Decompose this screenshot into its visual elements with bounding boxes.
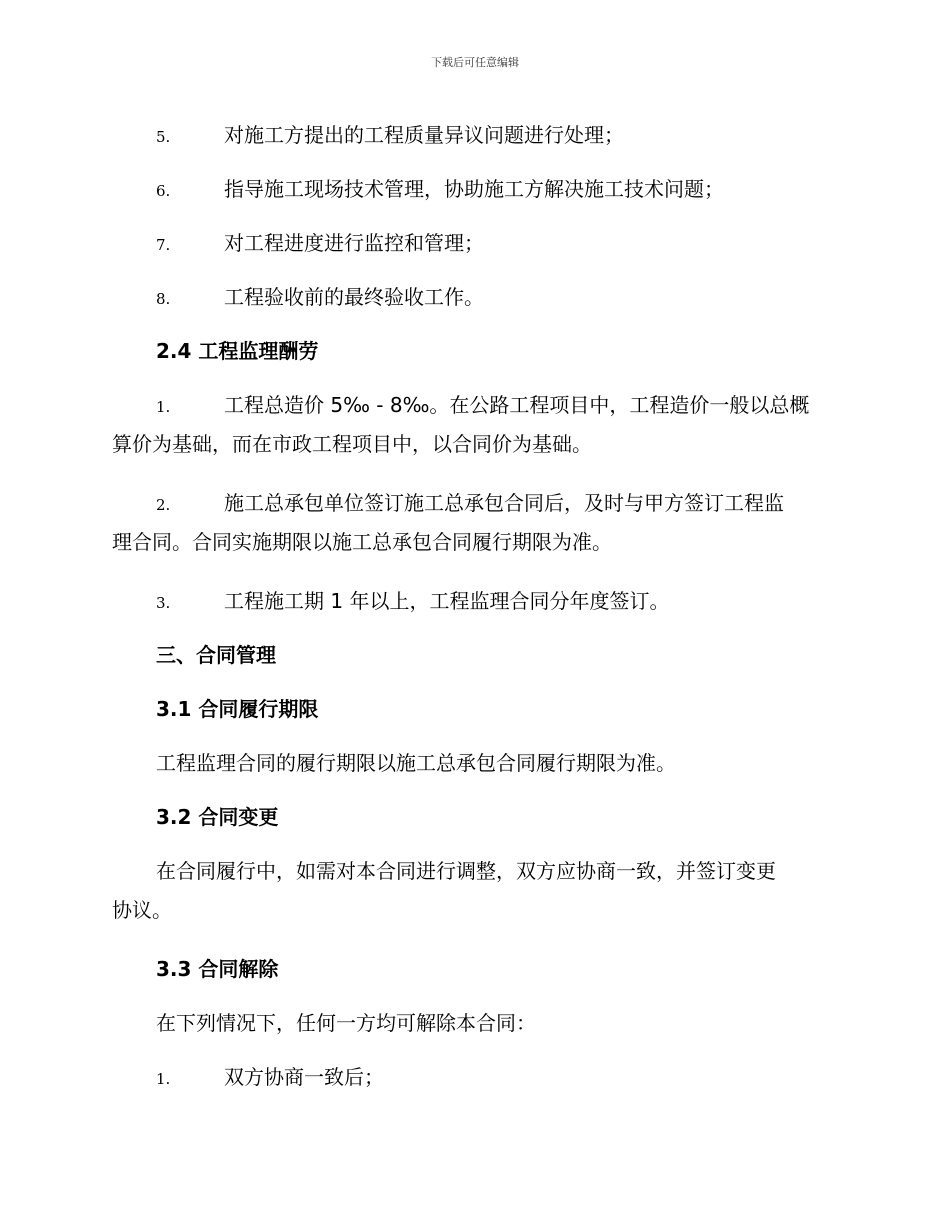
list-number: 1.	[156, 398, 171, 416]
list-item	[112, 574, 840, 628]
list-text: 对施工方提出的工程质量异议问题进行处理；	[224, 123, 624, 147]
list-number: 2.	[156, 496, 171, 514]
list-text: 工程验收前的最终验收工作。	[224, 285, 484, 309]
list-number: 8.	[156, 290, 171, 308]
list-text-continuation: 算价为基础，而在市政工程项目中，以合同价为基础。	[112, 432, 592, 456]
document-body	[112, 108, 840, 1104]
list-number: 6.	[156, 182, 171, 200]
list-text: 工程施工期 1 年以上，工程监理合同分年度签订。	[224, 589, 670, 613]
paragraph: 在下列情况下，任何一方均可解除本合同：	[156, 1011, 536, 1035]
list-text: 双方协商一致后；	[224, 1065, 384, 1089]
list-item	[112, 270, 840, 324]
list-item	[112, 162, 840, 216]
section-heading-3-1: 3.1 合同履行期限	[156, 697, 319, 721]
list-number: 5.	[156, 128, 171, 146]
paragraph: 在合同履行中，如需对本合同进行调整，双方应协商一致，并签订变更	[156, 859, 776, 883]
section-heading-3: 三、合同管理	[156, 643, 276, 667]
list-number: 7.	[156, 236, 171, 254]
list-text: 指导施工现场技术管理，协助施工方解决施工技术问题；	[224, 177, 724, 201]
list-text: 工程总造价 5‰ - 8‰。在公路工程项目中，工程造价一般以总概	[224, 393, 810, 417]
paragraph-continuation: 协议。	[112, 898, 172, 922]
list-item	[112, 108, 840, 162]
list-text-continuation: 理合同。合同实施期限以施工总承包合同履行期限为准。	[112, 530, 612, 554]
list-text: 对工程进度进行监控和管理；	[224, 231, 484, 255]
list-item	[112, 216, 840, 270]
section-heading-3-2: 3.2 合同变更	[156, 805, 279, 829]
list-number: 3.	[156, 594, 171, 612]
list-text: 施工总承包单位签订施工总承包合同后，及时与甲方签订工程监	[224, 491, 784, 515]
list-number: 1.	[156, 1070, 171, 1088]
section-heading-3-3: 3.3 合同解除	[156, 957, 279, 981]
page-header: 下载后可任意编辑	[431, 56, 519, 69]
list-item	[112, 1050, 840, 1104]
paragraph: 工程监理合同的履行期限以施工总承包合同履行期限为准。	[156, 751, 676, 775]
section-heading-2-4: 2.4 工程监理酬劳	[156, 339, 319, 363]
